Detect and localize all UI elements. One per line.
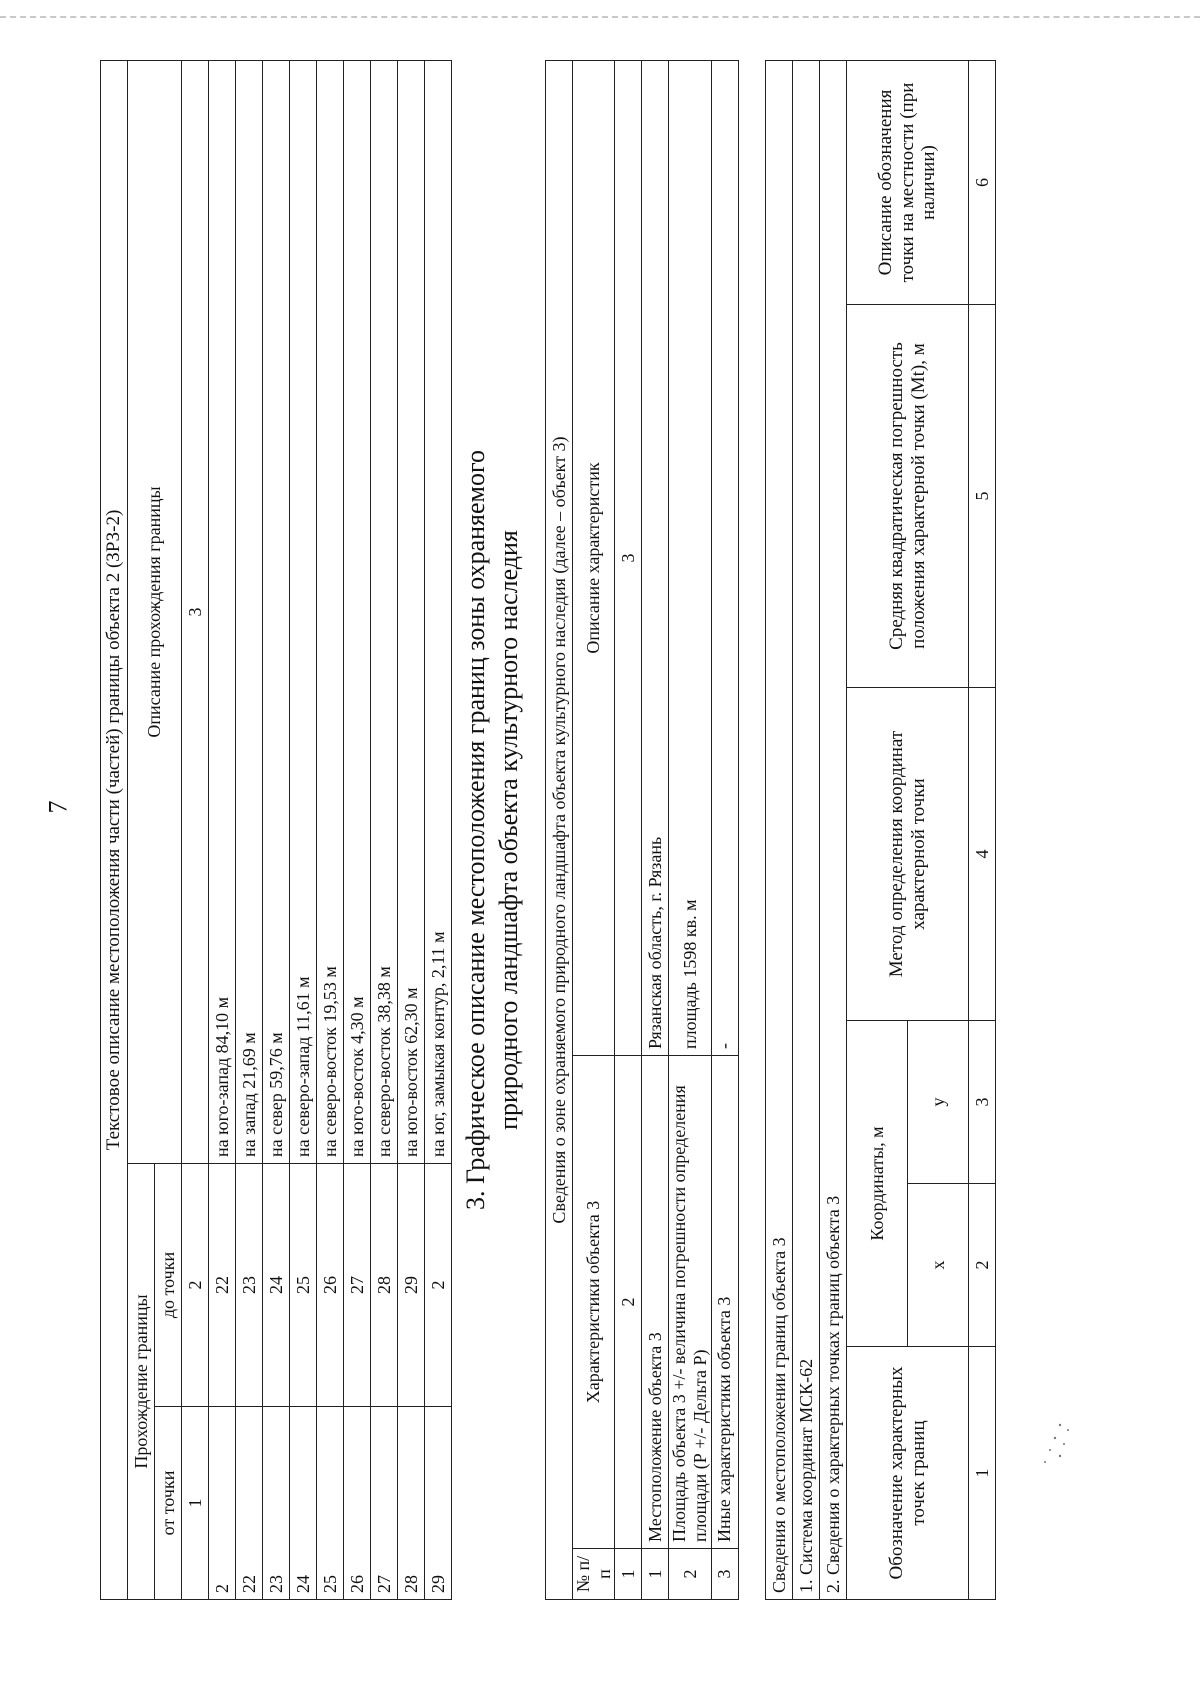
col-number: 3	[969, 1021, 996, 1184]
col-number: 4	[969, 688, 996, 1021]
cell-from: 24	[290, 1407, 317, 1600]
table-row	[290, 61, 317, 1600]
table-row	[425, 61, 452, 1600]
zone-info-table	[545, 60, 739, 1600]
col-number: 5	[969, 305, 996, 688]
table-row	[209, 61, 236, 1600]
cell-desc: на юго-восток 4,30 м	[344, 61, 371, 1164]
cell-to: 26	[317, 1164, 344, 1407]
col-header-y: y	[908, 1021, 969, 1184]
col-number: 2	[969, 1184, 996, 1347]
cell-to: 28	[371, 1164, 398, 1407]
table-row	[236, 61, 263, 1600]
col-header-x: x	[908, 1184, 969, 1347]
table-row	[263, 61, 290, 1600]
cell-from: 23	[263, 1407, 290, 1600]
cell-from: 26	[344, 1407, 371, 1600]
cell-desc: на северо-восток 38,38 м	[371, 61, 398, 1164]
table-row	[344, 61, 371, 1600]
col-number: 3	[615, 61, 642, 1056]
cell-to: 2	[425, 1164, 452, 1407]
table-caption: Сведения о местоположении границ объекта 3	[766, 61, 793, 1600]
table-caption: Сведения о зоне охраняемого природного ландшафта объекта культурного наследия (далее – объект 3)	[546, 61, 573, 1600]
col-number: 3	[182, 61, 209, 1164]
col-header-num: № п/п	[573, 1549, 615, 1600]
col-header-to: до точки	[155, 1164, 182, 1407]
coordinates-table	[765, 60, 996, 1600]
col-header-marker: Описание обозначения точки на местности (при наличии)	[847, 61, 969, 305]
cell-char: Местоположение объекта 3	[642, 1056, 669, 1549]
cell-desc: Рязанская область, г. Рязань	[642, 61, 669, 1056]
coordinate-system: 1. Система координат МСК-62	[793, 61, 820, 1600]
col-header-char: Характеристики объекта 3	[573, 1056, 615, 1549]
col-number: 1	[969, 1347, 996, 1600]
col-number: 1	[615, 1549, 642, 1600]
cell-to: 22	[209, 1164, 236, 1407]
section-heading-line: 3. Графическое описание местоположения границ зоны охраняемого	[461, 449, 490, 1211]
cell-to: 24	[263, 1164, 290, 1407]
cell-desc: на северо-восток 19,53 м	[317, 61, 344, 1164]
cell-desc: на юг, замыкая контур, 2,11 м	[425, 61, 452, 1164]
col-header-coords: Координаты, м	[847, 1021, 908, 1347]
cell-to: 29	[398, 1164, 425, 1407]
cell-to: 27	[344, 1164, 371, 1407]
col-header-method: Метод определения координат характерной точки	[847, 688, 969, 1021]
col-header-error: Средняя квадратическая погрешность положения характерной точки (Mt), м	[847, 305, 969, 688]
cell-num: 1	[642, 1549, 669, 1600]
cell-char: Иные характеристики объекта 3	[711, 1056, 738, 1549]
col-number: 2	[615, 1056, 642, 1549]
cell-desc: на запад 21,69 м	[236, 61, 263, 1164]
col-number: 2	[182, 1164, 209, 1407]
cell-desc: площадь 1598 кв. м	[669, 61, 711, 1056]
table-row	[669, 61, 711, 1600]
section-heading	[460, 60, 525, 1600]
cell-desc: на юго-запад 84,10 м	[209, 61, 236, 1164]
cell-desc: на юго-восток 62,30 м	[398, 61, 425, 1164]
table-row	[642, 61, 669, 1600]
table-row	[371, 61, 398, 1600]
cell-char: Площадь объекта 3 +/- величина погрешности определения площади (Р +/- Дельта Р)	[669, 1056, 711, 1549]
cell-from: 29	[425, 1407, 452, 1600]
col-header-desc: Описание прохождения границы	[128, 61, 182, 1164]
cell-from: 22	[236, 1407, 263, 1600]
cell-from: 28	[398, 1407, 425, 1600]
table-row	[317, 61, 344, 1600]
scan-speckles	[1030, 1420, 1080, 1470]
col-header-from: от точки	[155, 1407, 182, 1600]
group-header: Прохождение границы	[128, 1164, 155, 1600]
points-caption: 2. Сведения о характерных точках границ объекта 3	[820, 61, 847, 1600]
col-number: 1	[182, 1407, 209, 1600]
cell-from: 2	[209, 1407, 236, 1600]
rotated-page-content	[100, 40, 1100, 1600]
col-header-designation: Обозначение характерных точек границ	[847, 1347, 969, 1600]
cell-desc: на север 59,76 м	[263, 61, 290, 1164]
cell-desc: на северо-запад 11,61 м	[290, 61, 317, 1164]
col-number: 6	[969, 61, 996, 305]
cell-from: 27	[371, 1407, 398, 1600]
cell-desc: -	[711, 61, 738, 1056]
section-heading-line: природного ландшафта объекта культурного наследия	[493, 530, 523, 1130]
table-row	[398, 61, 425, 1600]
cell-from: 25	[317, 1407, 344, 1600]
page-number: 7	[43, 800, 73, 814]
cell-num: 2	[669, 1549, 711, 1600]
table-row	[711, 61, 738, 1600]
cell-to: 25	[290, 1164, 317, 1407]
table-caption: Текстовое описание местоположения части (частей) границы объекта 2 (ЗРЗ-2)	[101, 61, 128, 1600]
scan-edge-line	[0, 16, 1200, 18]
col-header-desc: Описание характеристик	[573, 61, 615, 1056]
boundary-description-table	[100, 60, 452, 1600]
cell-num: 3	[711, 1549, 738, 1600]
cell-to: 23	[236, 1164, 263, 1407]
